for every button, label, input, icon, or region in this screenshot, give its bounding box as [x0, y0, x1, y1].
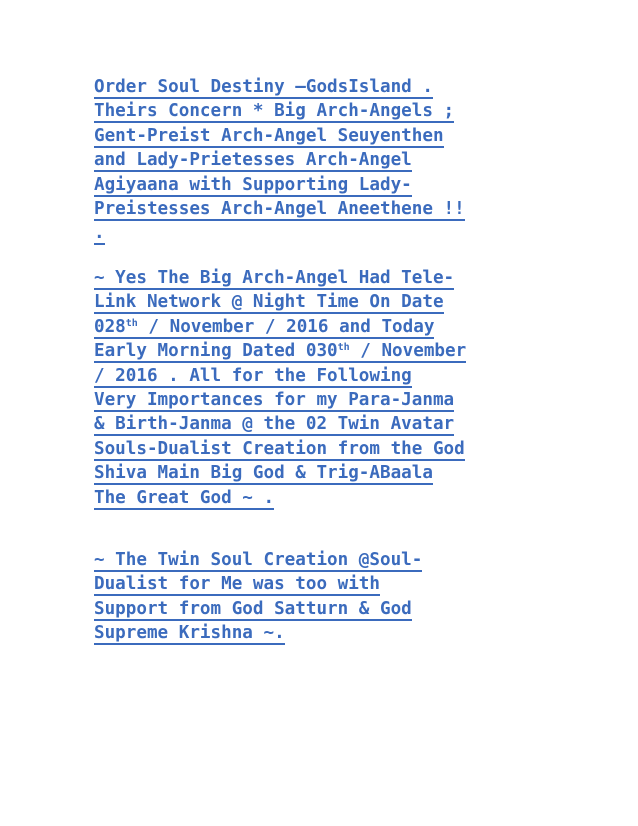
- link-text[interactable]: Preistesses Arch-Angel Aneethene !!: [94, 198, 465, 219]
- text-line: [94, 315, 544, 339]
- link-text[interactable]: Theirs Concern * Big Arch-Angels ;: [94, 101, 455, 122]
- text-line: [94, 173, 544, 197]
- text-line: [94, 621, 544, 645]
- text-line: [94, 364, 544, 388]
- link-text[interactable]: Shiva Main Big God & Trig-ABaala: [94, 463, 433, 484]
- link-text[interactable]: ~ Yes The Big Arch-Angel Had Tele-: [94, 268, 455, 288]
- date-text: / November: [349, 341, 467, 362]
- ordinal-suffix: th: [125, 317, 138, 329]
- text-line: [94, 486, 544, 510]
- date-text: / November / 2016 and Today: [137, 316, 435, 337]
- link-text[interactable]: Dualist for Me was too with: [94, 574, 380, 595]
- link-text[interactable]: ~ The Twin Soul Creation @Soul-: [94, 550, 423, 570]
- text-line: [94, 197, 544, 221]
- text-line: [94, 99, 544, 123]
- text-line: [94, 148, 544, 172]
- link-text[interactable]: [94, 341, 466, 363]
- link-text[interactable]: Gent-Preist Arch-Angel Seuyenthen: [94, 125, 444, 146]
- text-line: [94, 75, 544, 99]
- link-text[interactable]: Agiyaana with Supporting Lady-: [94, 174, 412, 195]
- text-line: [94, 124, 544, 148]
- paragraph-order-soul-destiny: [94, 75, 544, 246]
- link-text[interactable]: Very Importances for my Para-Janma: [94, 389, 455, 410]
- link-text[interactable]: Support from God Satturn & God: [94, 598, 412, 619]
- date-text: Early Morning Dated 030: [94, 341, 338, 362]
- link-text[interactable]: and Lady-Prietesses Arch-Angel: [94, 150, 412, 171]
- ordinal-suffix: th: [337, 342, 350, 354]
- link-text[interactable]: / 2016 . All for the Following: [94, 365, 412, 386]
- text-line: [94, 290, 544, 314]
- text-line: [94, 388, 544, 412]
- link-text[interactable]: Supreme Krishna ~.: [94, 623, 285, 644]
- date-number: 028: [94, 316, 126, 337]
- text-line: [94, 221, 544, 245]
- text-line: [94, 412, 544, 436]
- text-line: [94, 572, 544, 596]
- text-line: [94, 548, 544, 572]
- text-line: [94, 437, 544, 461]
- link-text[interactable]: Order Soul Destiny –GodsIsland .: [94, 77, 433, 97]
- text-line: [94, 461, 544, 485]
- link-text[interactable]: & Birth-Janma @ the 02 Twin Avatar: [94, 414, 455, 435]
- link-text[interactable]: Link Network @ Night Time On Date: [94, 292, 444, 313]
- text-line: [94, 597, 544, 621]
- link-text[interactable]: The Great God ~ .: [94, 487, 275, 508]
- text-line: [94, 266, 544, 290]
- paragraph-twin-soul-creation: [94, 548, 544, 646]
- link-text[interactable]: Souls-Dualist Creation from the God: [94, 438, 465, 459]
- link-text[interactable]: .: [94, 223, 105, 244]
- link-text[interactable]: [94, 317, 434, 339]
- paragraph-arch-angel-tele-link: [94, 266, 544, 510]
- text-line: [94, 339, 544, 363]
